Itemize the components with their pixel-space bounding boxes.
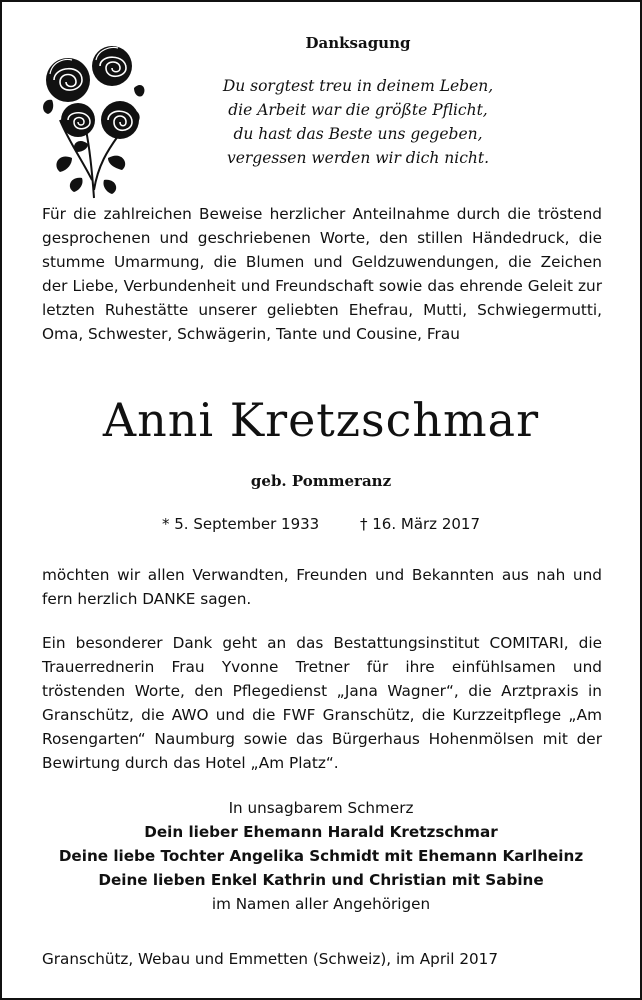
poem-line: du hast das Beste uns gegeben, — [233, 125, 483, 143]
signoff-intro: In unsagbarem Schmerz — [228, 799, 414, 817]
signoff-outro: im Namen aller Angehörigen — [211, 895, 431, 913]
signoff-grandchildren: Deine lieben Enkel Kathrin und Christian mit Sabine — [98, 871, 544, 889]
death-date: † 16. März 2017 — [359, 515, 480, 533]
acknowledgement-paragraph: Für die zahlreichen Beweise herzlicher Anteilnahme durch die tröstend gesprochenen und geschriebenen Worte, den stillen Händedruck, die stumme Umarmung, die Blumen und Geldzuwendungen, die Zeichen der Liebe, Verbundenheit und Freundschaft sowie das ehrende Geleit zur letzten Ruhestätte unserer geliebten Ehefrau, Mutti, Schwiegermutti, Oma, Schwester, Schwägerin, Tante und Cousine, Frau — [42, 205, 602, 343]
poem-line: vergessen werden wir dich nicht. — [226, 149, 490, 167]
poem — [158, 74, 558, 170]
deceased-name: Anni Kretzschmar — [102, 393, 540, 447]
heading: Danksagung — [305, 34, 411, 52]
birth-date: * 5. September 1933 — [162, 515, 320, 533]
maiden-name: geb. Pommeranz — [250, 472, 392, 490]
header-block — [38, 30, 618, 200]
life-dates — [0, 515, 642, 533]
signoff-daughter: Deine liebe Tochter Angelika Schmidt mit Ehemann Karlheinz — [58, 847, 584, 865]
signoff — [0, 796, 642, 916]
place-date: Granschütz, Webau und Emmetten (Schweiz), im April 2017 — [42, 950, 498, 968]
special-thanks-paragraph: Ein besonderer Dank geht an das Bestattungsinstitut COMITARI, die Trauerrednerin Frau Yvonne Tretner für ihre einfühlsamen und tröstenden Worte, den Pflegedienst „Jana Wagner“, die Arztpraxis in Granschütz, die AWO und die FWF Granschütz, die Kurzzeitpflege „Am Rosengarten“ Naumburg sowie das Bürgerhaus Hohenmölsen mit der Bewirtung durch das Hotel „Am Platz“. — [42, 634, 602, 772]
roses-bouquet-image — [38, 40, 150, 200]
poem-line: Du sorgtest treu in deinem Leben, — [222, 77, 494, 95]
poem-line: die Arbeit war die größte Pflicht, — [228, 101, 488, 119]
signoff-husband: Dein lieber Ehemann Harald Kretzschmar — [144, 823, 498, 841]
thanks-paragraph: möchten wir allen Verwandten, Freunden und Bekannten aus nah und fern herzlich DANKE sagen. — [42, 566, 602, 608]
